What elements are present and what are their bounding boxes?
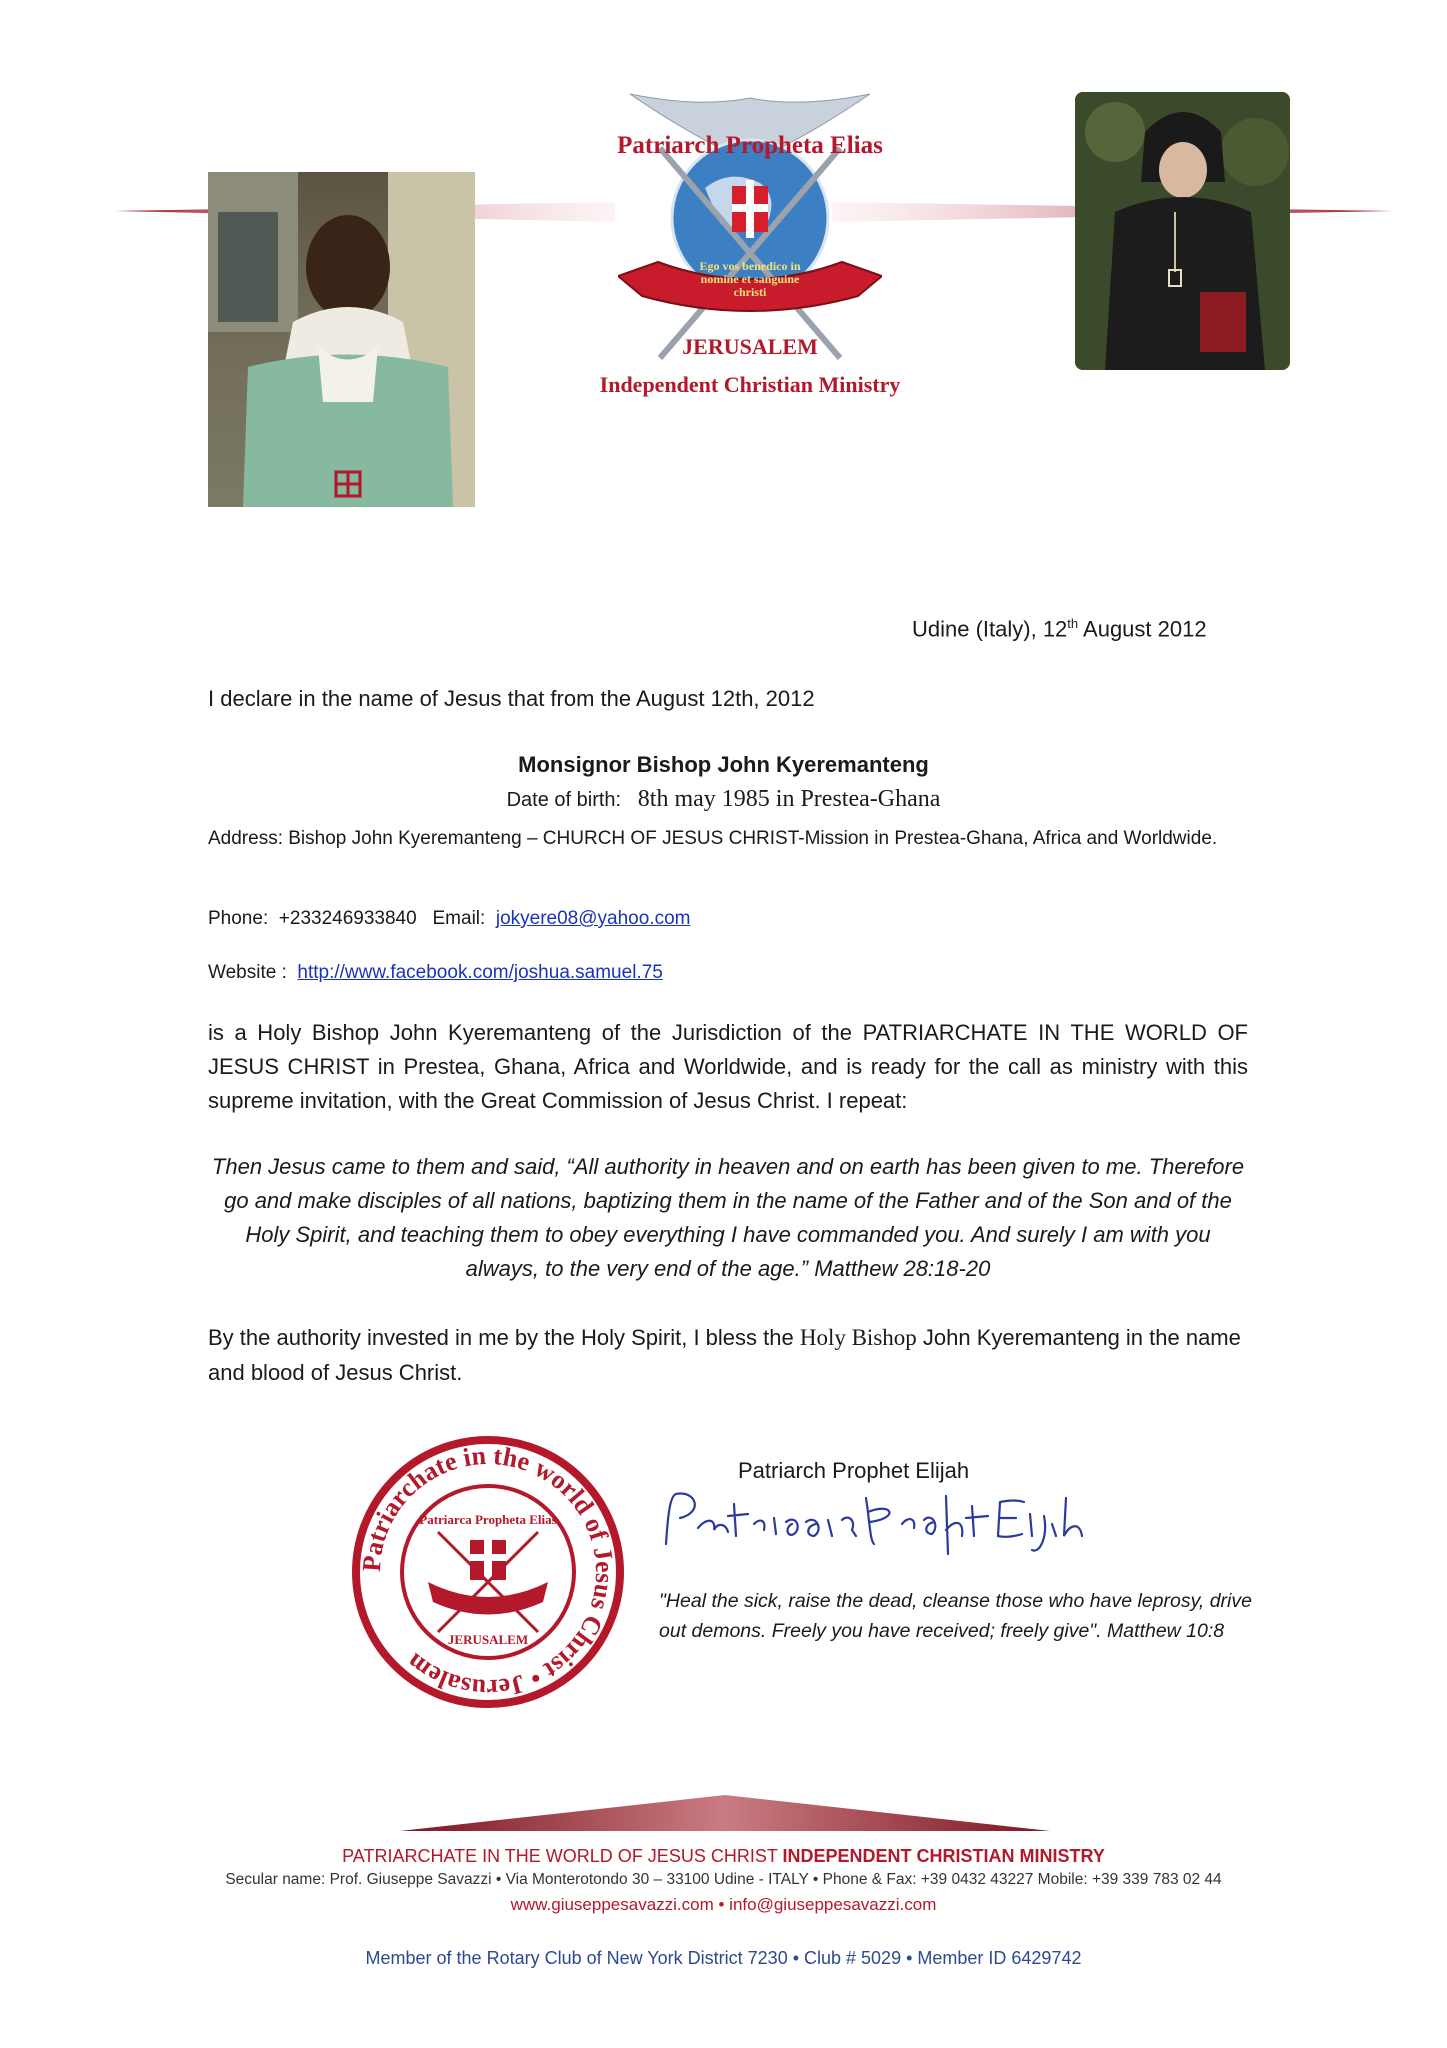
website-link[interactable]: http://www.facebook.com/joshua.samuel.75 xyxy=(297,962,663,983)
footer-divider xyxy=(400,1795,1050,1831)
svg-text:Patriarchate in the world of J: Patriarchate in the world of Jesus Christ • Jerusalem xyxy=(356,1440,620,1704)
svg-text:Patriarca Propheta Elias: Patriarca Propheta Elias xyxy=(419,1512,557,1527)
dob-label: Date of birth: xyxy=(506,789,622,811)
closing-scripture: "Heal the sick, raise the dead, cleanse those who have leprosy, drive out demons. Freely you have received; freely give". Matthew 10:8 xyxy=(659,1590,1252,1642)
logo-city: JERUSALEM xyxy=(682,334,818,359)
ministry-logo xyxy=(590,88,910,408)
email-link[interactable]: jokyere08@yahoo.com xyxy=(495,908,691,929)
bishop-name: Monsignor Bishop John Kyeremanteng xyxy=(518,752,929,777)
logo-title: Patriarch Propheta Elias xyxy=(617,132,883,159)
bishop-photo xyxy=(208,172,475,507)
blessing-paragraph: By the authority invested in me by the Holy Spirit, I bless the Holy Bishop John Kyeremanteng in the name and blood of Jesus Christ. xyxy=(208,1325,1241,1385)
svg-text:JERUSALEM: JERUSALEM xyxy=(447,1632,529,1647)
footer-contact: Secular name: Prof. Giuseppe Savazzi • Via Monterotondo 30 – 33100 Udine - ITALY • Phone & Fax: +39 0432 43227 Mobile: +39 339 783 02 44 xyxy=(225,1871,1222,1888)
contact-line xyxy=(208,908,690,930)
signer-name: Patriarch Prophet Elijah xyxy=(738,1458,970,1483)
dob-value: 8th may 1985 in Prestea-Ghana xyxy=(637,786,941,812)
scripture-quote: Then Jesus came to them and said, “All authority in heaven and on earth has been given to me. Therefore go and make disciples of all nations, baptizing them in the name of the Father and of the Son and of the Holy Spirit, and teaching them to obey everything I have commanded you. And surely I am with you always, to the very end of the age.” Matthew 28:18-20 xyxy=(211,1154,1245,1281)
declaration-line: I declare in the name of Jesus that from the August 12th, 2012 xyxy=(208,686,815,711)
patriarchate-seal xyxy=(348,1432,628,1712)
footer-organization: PATRIARCHATE IN THE WORLD OF JESUS CHRIST INDEPENDENT CHRISTIAN MINISTRY xyxy=(342,1846,1105,1866)
footer-membership: Member of the Rotary Club of New York District 7230 • Club # 5029 • Member ID 6429742 xyxy=(365,1948,1082,1968)
website-label: Website : xyxy=(208,962,298,983)
date-of-birth xyxy=(0,786,1447,813)
commission-paragraph: is a Holy Bishop John Kyeremanteng of the Jurisdiction of the PATRIARCHATE IN THE WORLD OF JESUS CHRIST in Prestea, Ghana, Africa and Worldwide, and is ready for the call as ministry with this supreme invitation, with the Great Commission of Jesus Christ. I repeat: xyxy=(208,1020,1248,1113)
logo-banner-text: Ego vos benedico in nomine et sanguine christi xyxy=(699,259,801,299)
address: Address: Bishop John Kyeremanteng – CHURCH OF JESUS CHRIST-Mission in Prestea-Ghana, Africa and Worldwide. xyxy=(208,828,1218,849)
handwritten-signature xyxy=(656,1484,1096,1560)
patriarch-photo xyxy=(1075,92,1290,370)
logo-ministry: Independent Christian Ministry xyxy=(599,372,901,397)
website-line xyxy=(208,962,663,984)
phone-email-label: Phone: +233246933840 Email: xyxy=(208,908,496,929)
place-date: Udine (Italy), 12th August 2012 xyxy=(912,616,1207,642)
footer-web-links[interactable]: www.giuseppesavazzi.com • info@giuseppesavazzi.com xyxy=(510,1895,937,1914)
